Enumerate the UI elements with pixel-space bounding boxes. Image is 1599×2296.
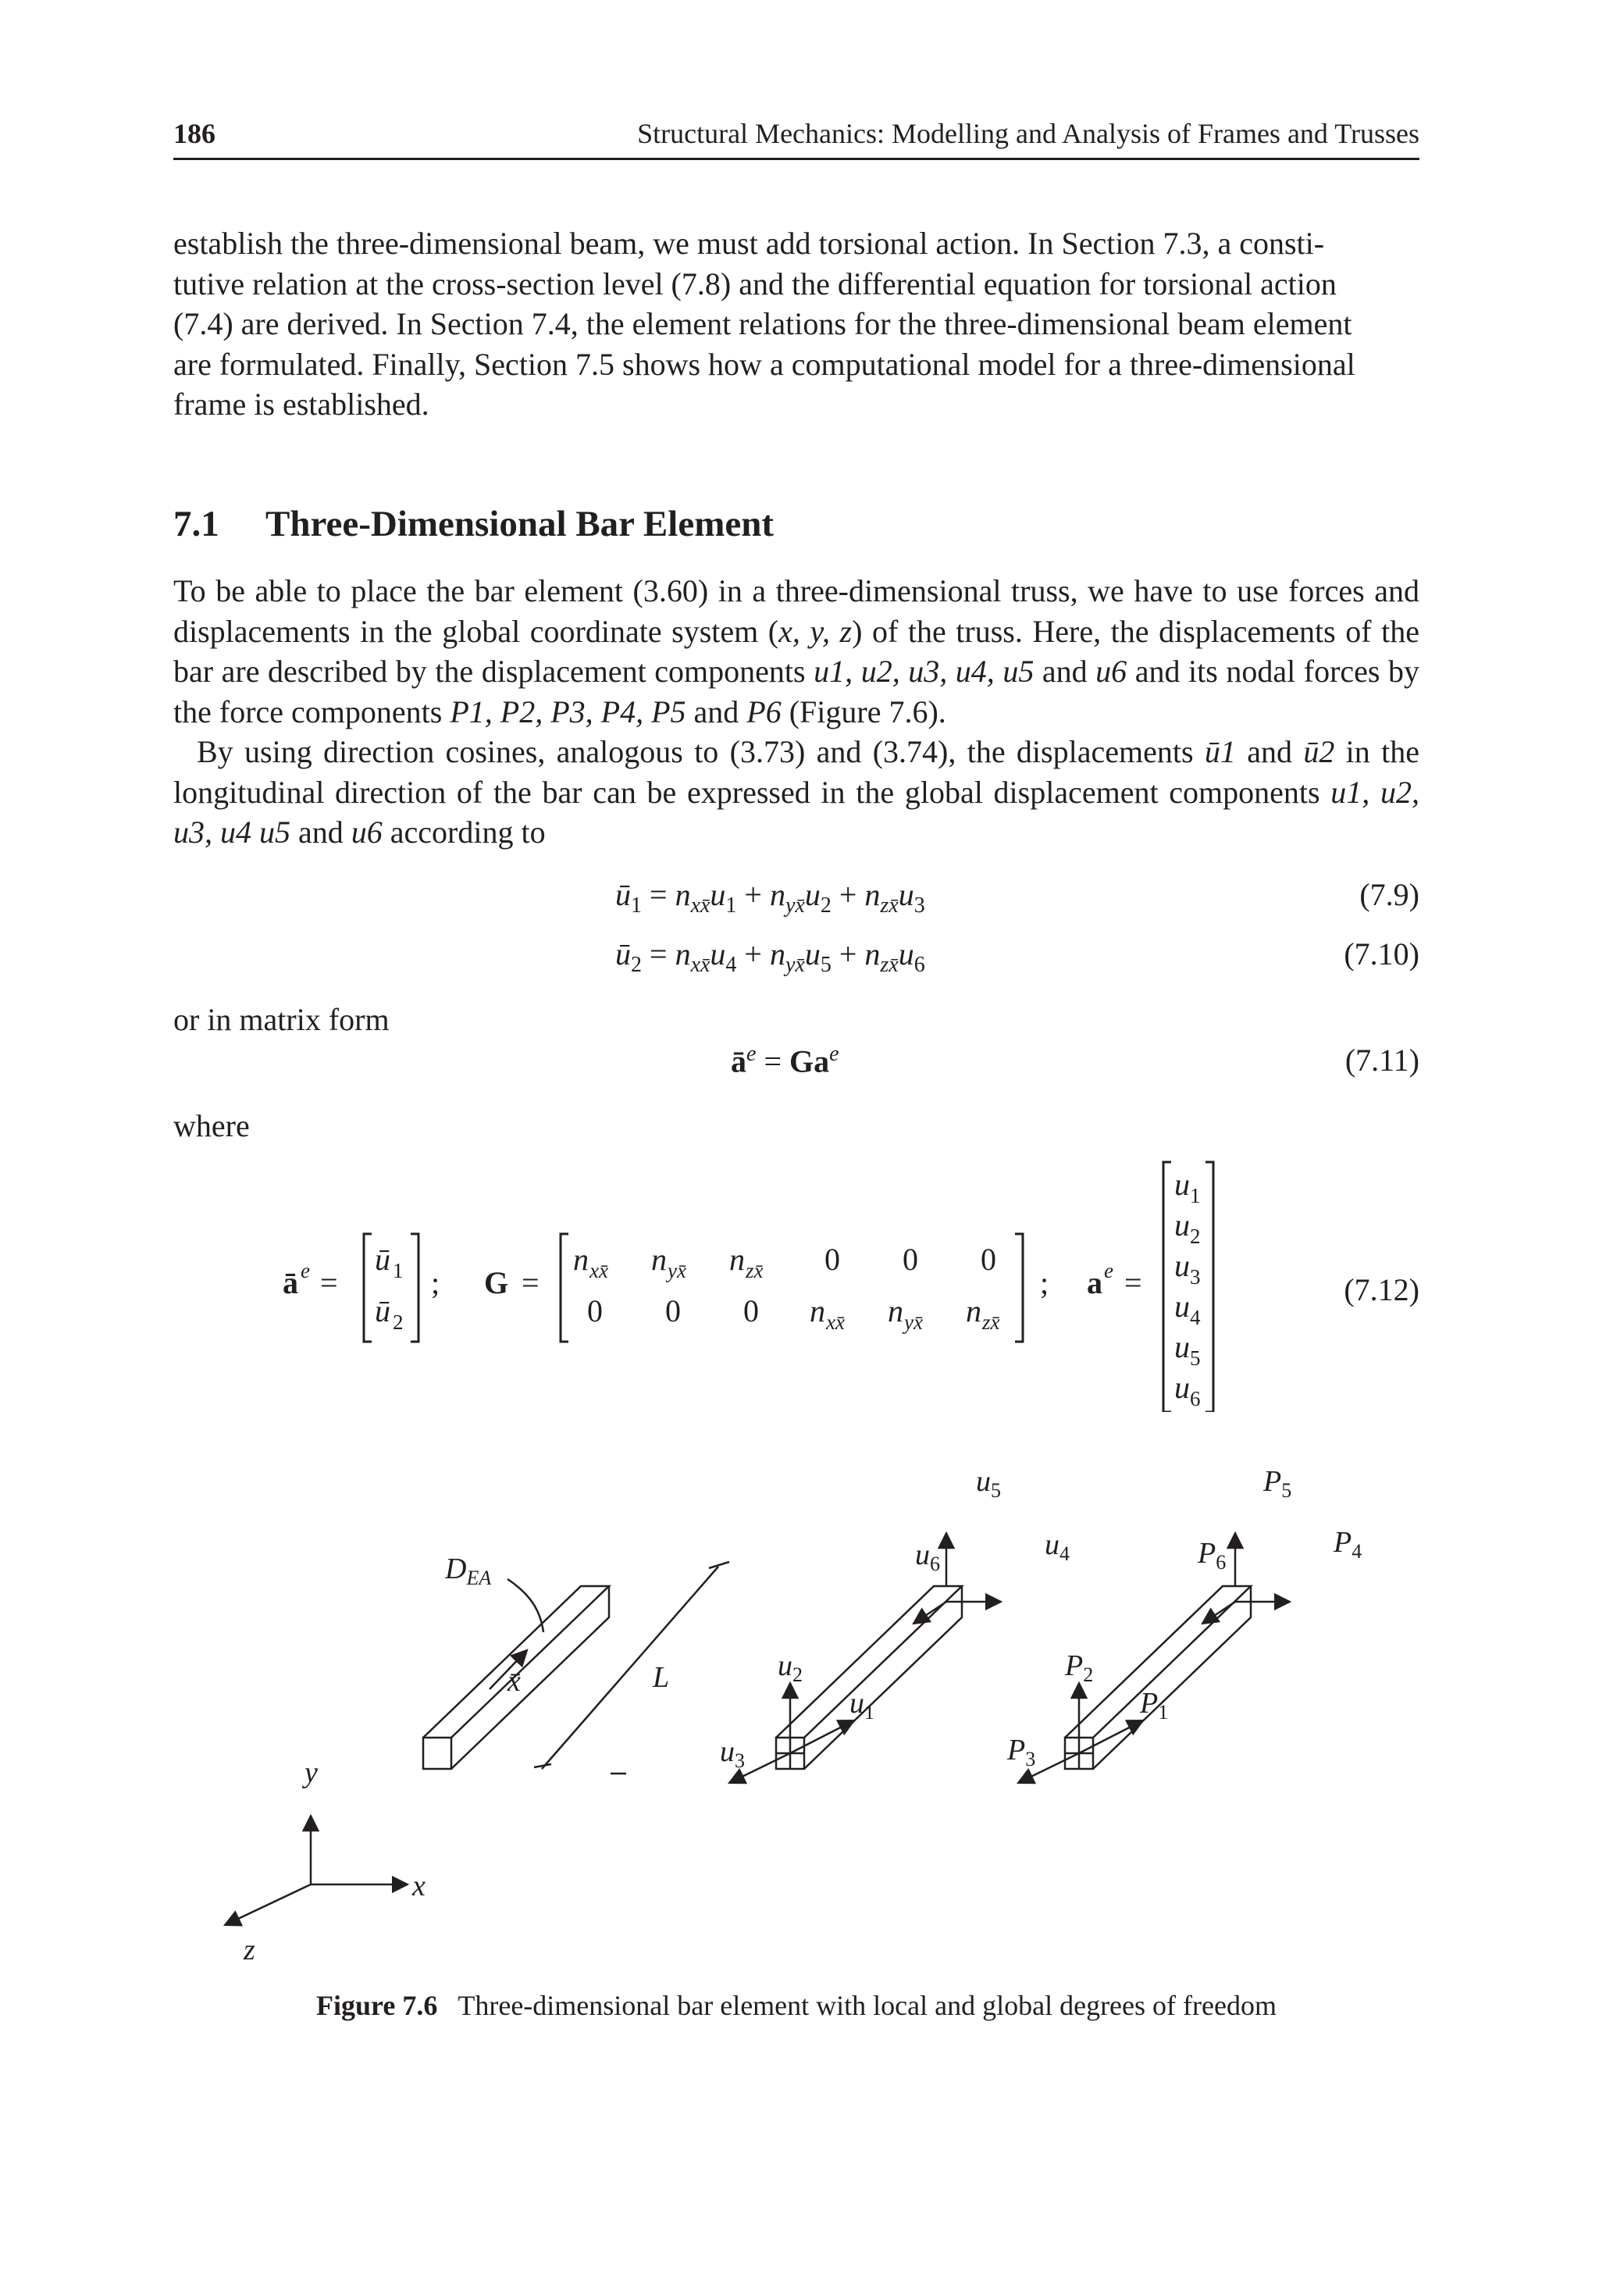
figure-caption [173,1989,1419,2022]
svg-text:u: u [1174,1289,1190,1324]
u6-arrow [913,1602,946,1624]
page-number: 186 [173,118,215,149]
p4-label: P [1334,1526,1352,1559]
x-bar-label: x̄ [507,1665,521,1698]
where-label: where [173,1108,250,1143]
equation-number: (7.9) [1359,877,1419,912]
p6-label: P [1198,1537,1216,1570]
svg-text:0: 0 [981,1242,996,1277]
figure-caption-label: Figure 7.6 [316,1990,438,2021]
u4-label: u [1045,1528,1059,1561]
svg-text:u: u [1174,1167,1190,1202]
svg-text:u4: $u_4$ [1045,1528,1070,1565]
svg-text:zx̄: zx̄ [746,1259,764,1282]
svg-text:n: n [810,1293,825,1328]
svg-text:6: 6 [1190,1387,1201,1410]
section-title: Three-Dimensional Bar Element [265,504,775,544]
svg-text:yx̄: yx̄ [904,1310,923,1334]
u6-label: u [915,1538,930,1571]
displacement-list: u1, u2, u3, u4, u5 [814,654,1035,689]
intro-line: (7.4) are derived. In Section 7.4, the element relations for the three-dimensional beam element [173,306,1352,341]
svg-text:yx̄: yx̄ [668,1259,686,1282]
figure-7-6 [173,1433,1419,1976]
coordinate-names: x, y, z [778,613,853,649]
paragraph-2: By using direction cosines, analogous to (3.73) and (3.74), the displacements ū1 and ū2 in the longitudinal direction of the bar can be expressed in the global displacement components u1, u2, u3, u4 u5 and u6 according to [173,734,1419,850]
svg-text:u5: $u_5$ [976,1465,1001,1502]
svg-text:0: 0 [587,1293,603,1328]
svg-text:1: 1 [1190,1184,1201,1207]
svg-text:0: 0 [665,1293,681,1328]
svg-text:2: 2 [393,1310,404,1334]
svg-text:=: = [1124,1265,1142,1300]
paragraph-1: To be able to place the bar element (3.60) in a three-dimensional truss, we have to use forces and displacements in the global coordinate system (x, y, z) of the truss. Here, the displacements of the bar are described by the displacement components u1, u2, u3, u4, u5 and u6 and its nodal forces by the force components P1, P2, P3, P4, P5 and P6 (Figure 7.6). By using direction cosines, analogous to (3.73) and (3.74), the displacements ū1 and ū2 in the longitudinal direction of the bar can be expressed in the global displacement components u1, u2, u3, u4 u5 and u6 according to [173,571,1419,853]
y-axis-label: y [304,1756,318,1789]
svg-text:P3: $P_3$ [1007,1734,1036,1770]
svg-text:a: a [1087,1265,1102,1300]
equation-7-9: $ū_1 = n_{xx̄}u_1 + n_{yx̄}u_2 + n_{zx̄}u_3$ (7.9) [615,877,1419,918]
svg-text:P5: $P_5$ [1263,1465,1292,1502]
svg-text:ā: ā [283,1265,298,1300]
svg-text:e: e [1104,1259,1113,1282]
intro-line: are formulated. Finally, Section 7.5 shows how a computational model for a three-dimensional [173,346,1355,382]
svg-text:u: u [1174,1370,1190,1405]
matrix-equation [173,1154,1419,1412]
z-axis-label: z [244,1934,255,1966]
svg-text:e: e [301,1259,310,1282]
running-title: Structural Mechanics: Modelling and Analysis of Frames and Trusses [637,118,1419,149]
svg-text:ū: ū [375,1242,390,1277]
matrix-form-label: or in matrix form [173,1002,390,1037]
u2-label: u [778,1649,792,1682]
svg-text:0: 0 [903,1242,918,1277]
p5-label: P [1263,1465,1282,1498]
x-axis-label: x [412,1870,426,1902]
svg-text:u6: $u_6$ [915,1538,940,1575]
p2-label: P [1065,1649,1084,1682]
svg-text:ū: ū [375,1293,390,1328]
bar-1 [423,1586,626,1774]
svg-text:n: n [573,1242,589,1277]
u3-label: u [720,1735,735,1768]
svg-text:u1: $u_1$ [849,1687,874,1724]
svg-text:G: G [484,1265,509,1300]
equation-number: (7.11) [1344,1043,1419,1078]
svg-text:=: = [320,1265,338,1300]
z-axis-arrow [225,1884,311,1925]
running-head [173,117,1419,160]
svg-text:5: 5 [1190,1346,1201,1370]
svg-text:u3: $u_3$ [720,1735,745,1772]
svg-text:4: 4 [1190,1306,1201,1329]
intro-line: tutive relation at the cross-section level (7.8) and the differential equation for torsional action [173,266,1337,301]
svg-text:u: u [1174,1207,1190,1242]
svg-text:n: n [651,1242,667,1277]
svg-text:xx̄: xx̄ [826,1310,845,1334]
svg-text:=: = [522,1265,540,1300]
section-heading [173,503,774,545]
svg-text:u: u [1174,1329,1190,1364]
dea-leader-line [507,1579,543,1632]
equation-7-11: $ā^e = Ga^e$ (7.11) [731,1042,1419,1079]
intro-paragraph [173,223,1419,425]
equation-number: (7.12) [1344,1272,1419,1307]
svg-text:;: ; [431,1265,440,1300]
u5-label: u [976,1465,991,1498]
equation-7-12 [173,1154,1419,1412]
p6-arrow [1202,1602,1235,1624]
svg-text:2: 2 [1190,1225,1201,1248]
svg-text:3: 3 [1190,1265,1201,1289]
svg-text:u: u [1174,1248,1190,1283]
svg-text:P2: $P_2$ [1065,1649,1094,1686]
svg-text:;: ; [1040,1265,1049,1300]
svg-text:xx̄: xx̄ [589,1259,608,1282]
length-label: L [653,1661,670,1694]
force-list: P1, P2, P3, P4, P5 [450,693,686,729]
dea-label: $D_{EA}$ [445,1553,492,1589]
svg-text:u2: $u_2$ [778,1649,803,1686]
equation-number: (7.10) [1344,936,1419,972]
svg-text:zx̄: zx̄ [982,1310,1000,1334]
u1-label: u [849,1687,864,1720]
svg-text:n: n [888,1293,903,1328]
svg-text:n: n [729,1242,745,1277]
svg-text:P6: $P_6$ [1198,1537,1227,1574]
svg-text:P4: $P_4$ [1334,1526,1362,1563]
svg-text:n: n [966,1293,981,1328]
equation-7-10: $ū_2 = n_{xx̄}u_4 + n_{yx̄}u_5 + n_{zx̄}u_6$ (7.10) [615,936,1419,977]
svg-text:P1: $P_1$ [1140,1687,1169,1724]
p3-label: P [1007,1734,1026,1767]
bar-element-diagram [173,1433,1419,1972]
intro-line: frame is established. [173,387,429,422]
p1-label: P [1140,1687,1159,1720]
section-number: 7.1 [173,504,219,544]
intro-line: establish the three-dimensional beam, we must add torsional action. In Section 7.3, a consti- [173,226,1325,261]
svg-text:0: 0 [824,1242,840,1277]
figure-caption-text: Three-dimensional bar element with local and global degrees of freedom [458,1990,1277,2021]
bar-2 [776,1586,962,1769]
svg-text:1: 1 [393,1259,404,1282]
svg-text:0: 0 [743,1293,759,1328]
